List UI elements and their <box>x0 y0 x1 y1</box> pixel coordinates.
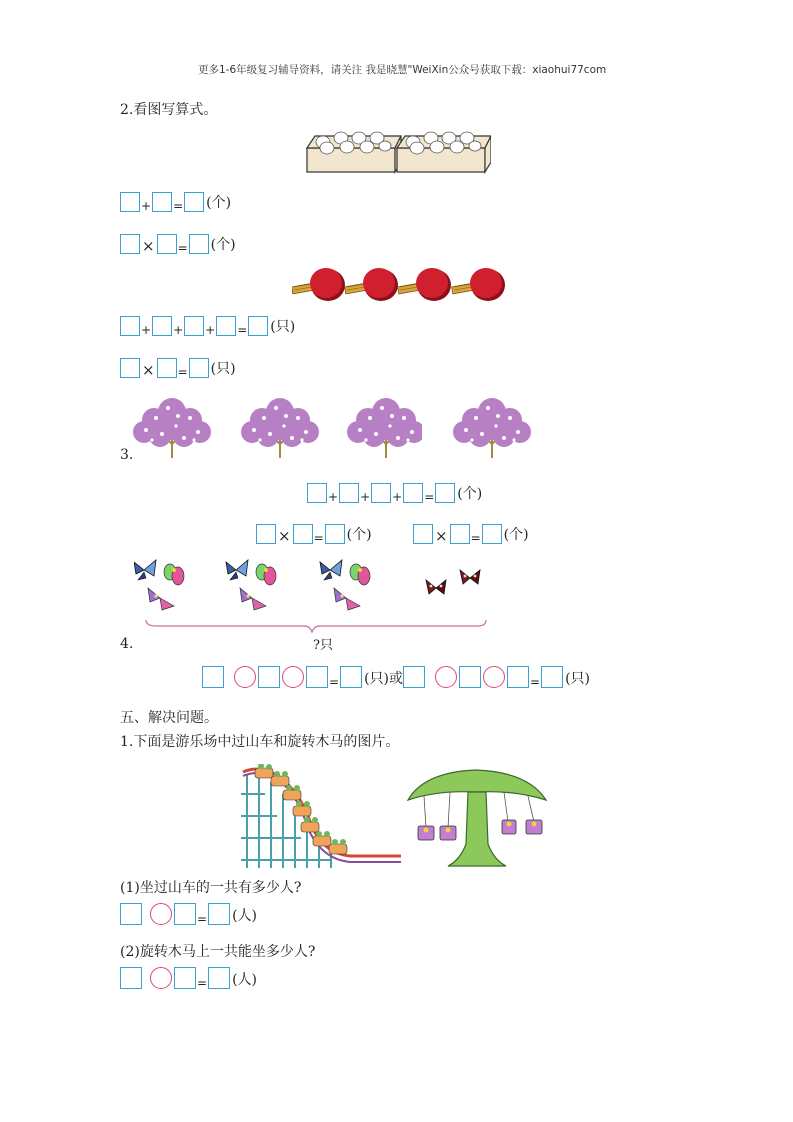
equals-sign: = <box>197 976 208 990</box>
answer-box[interactable] <box>325 524 345 544</box>
answer-box[interactable] <box>120 316 140 336</box>
q2-equation-2 <box>120 232 236 254</box>
unit-label: (个) <box>206 195 232 211</box>
q2-equation-1 <box>120 190 231 212</box>
section-5-q1: 1.下面是游乐场中过山车和旋转木马的图片。 <box>120 734 400 750</box>
times-sign: × <box>278 527 291 545</box>
q2-equation-3 <box>120 314 295 336</box>
q4-label: 4. <box>120 636 134 652</box>
plus-sign: + <box>205 323 216 337</box>
plus-sign: + <box>328 490 339 504</box>
answer-box[interactable] <box>507 666 529 688</box>
answer-box[interactable] <box>120 967 142 989</box>
equals-sign: = <box>470 531 481 545</box>
q3-equation-2a <box>256 522 372 544</box>
q2-label: 2.看图写算式。 <box>120 102 218 118</box>
carousel-image <box>404 764 550 868</box>
plus-sign: + <box>173 323 184 337</box>
equals-sign: = <box>173 199 184 213</box>
unit-label: (个) <box>457 486 483 502</box>
unit-label: (个) <box>503 527 529 543</box>
answer-box[interactable] <box>307 483 327 503</box>
unit-label: (个) <box>210 237 236 253</box>
unit-label: (只) <box>270 319 296 335</box>
times-sign: × <box>435 527 448 545</box>
q4-equations <box>202 666 590 688</box>
answer-box[interactable] <box>413 524 433 544</box>
unit-label: (人) <box>232 908 257 924</box>
unit-label: (个) <box>346 527 372 543</box>
equals-sign: = <box>197 912 208 926</box>
times-sign: × <box>142 237 155 255</box>
answer-box[interactable] <box>248 316 268 336</box>
egg-trays-image <box>305 128 491 174</box>
answer-box[interactable] <box>157 358 177 378</box>
unit-label: (人) <box>232 972 257 988</box>
q3-equation-2b <box>413 522 529 544</box>
q3-equation-1 <box>307 481 482 503</box>
answer-box[interactable] <box>189 358 209 378</box>
equals-sign: = <box>313 531 324 545</box>
answer-box[interactable] <box>482 524 502 544</box>
answer-box[interactable] <box>189 234 209 254</box>
answer-box[interactable] <box>120 358 140 378</box>
or-label: 或 <box>389 671 403 687</box>
plus-sign: + <box>141 199 152 213</box>
operator-circle[interactable] <box>483 666 505 688</box>
answer-box[interactable] <box>258 666 280 688</box>
answer-box[interactable] <box>208 903 230 925</box>
sub2-equation <box>120 967 257 989</box>
answer-box[interactable] <box>450 524 470 544</box>
q2-equation-4 <box>120 356 236 378</box>
answer-box[interactable] <box>371 483 391 503</box>
answer-box[interactable] <box>120 903 142 925</box>
equals-sign: = <box>329 675 340 689</box>
unit-label: (只) <box>565 671 590 687</box>
answer-box[interactable] <box>293 524 313 544</box>
answer-box[interactable] <box>208 967 230 989</box>
unit-label: (只) <box>364 671 389 687</box>
operator-circle[interactable] <box>150 903 172 925</box>
times-sign: × <box>142 361 155 379</box>
equals-sign: = <box>530 675 541 689</box>
section-5-title: 五、解决问题。 <box>120 710 218 726</box>
equals-sign: = <box>177 365 188 379</box>
answer-box[interactable] <box>459 666 481 688</box>
roller-coaster-image <box>241 764 403 868</box>
operator-circle[interactable] <box>150 967 172 989</box>
answer-box[interactable] <box>306 666 328 688</box>
answer-box[interactable] <box>184 192 204 212</box>
page-header: 更多1-6年级复习辅导资料，请关注 我是晓慧"WeiXin公众号获取下载：xiaohui77com <box>198 64 607 76</box>
equals-sign: = <box>424 490 435 504</box>
section-5-sub2: (2)旋转木马上一共能坐多少人? <box>120 944 316 960</box>
operator-circle[interactable] <box>282 666 304 688</box>
answer-box[interactable] <box>340 666 362 688</box>
answer-box[interactable] <box>157 234 177 254</box>
ping-pong-paddles-image <box>292 265 506 305</box>
answer-box[interactable] <box>216 316 236 336</box>
answer-box[interactable] <box>174 967 196 989</box>
answer-box[interactable] <box>256 524 276 544</box>
unit-label: (只) <box>210 361 236 377</box>
answer-box[interactable] <box>120 192 140 212</box>
answer-box[interactable] <box>152 192 172 212</box>
brace-total-label: ?只 <box>313 638 333 653</box>
answer-box[interactable] <box>152 316 172 336</box>
answer-box[interactable] <box>541 666 563 688</box>
answer-box[interactable] <box>184 316 204 336</box>
answer-box[interactable] <box>403 483 423 503</box>
answer-box[interactable] <box>202 666 224 688</box>
plus-sign: + <box>392 490 403 504</box>
answer-box[interactable] <box>435 483 455 503</box>
equals-sign: = <box>237 323 248 337</box>
section-5-sub1: (1)坐过山车的一共有多少人? <box>120 880 302 896</box>
flowering-trees-image <box>132 396 422 460</box>
sub1-equation <box>120 903 257 925</box>
flowering-tree-4 <box>452 396 532 460</box>
answer-box[interactable] <box>403 666 425 688</box>
answer-box[interactable] <box>120 234 140 254</box>
equals-sign: = <box>177 241 188 255</box>
operator-circle[interactable] <box>435 666 457 688</box>
q3-label: 3. <box>120 447 134 463</box>
plus-sign: + <box>360 490 371 504</box>
answer-box[interactable] <box>174 903 196 925</box>
plus-sign: + <box>141 323 152 337</box>
answer-box[interactable] <box>339 483 359 503</box>
operator-circle[interactable] <box>234 666 256 688</box>
